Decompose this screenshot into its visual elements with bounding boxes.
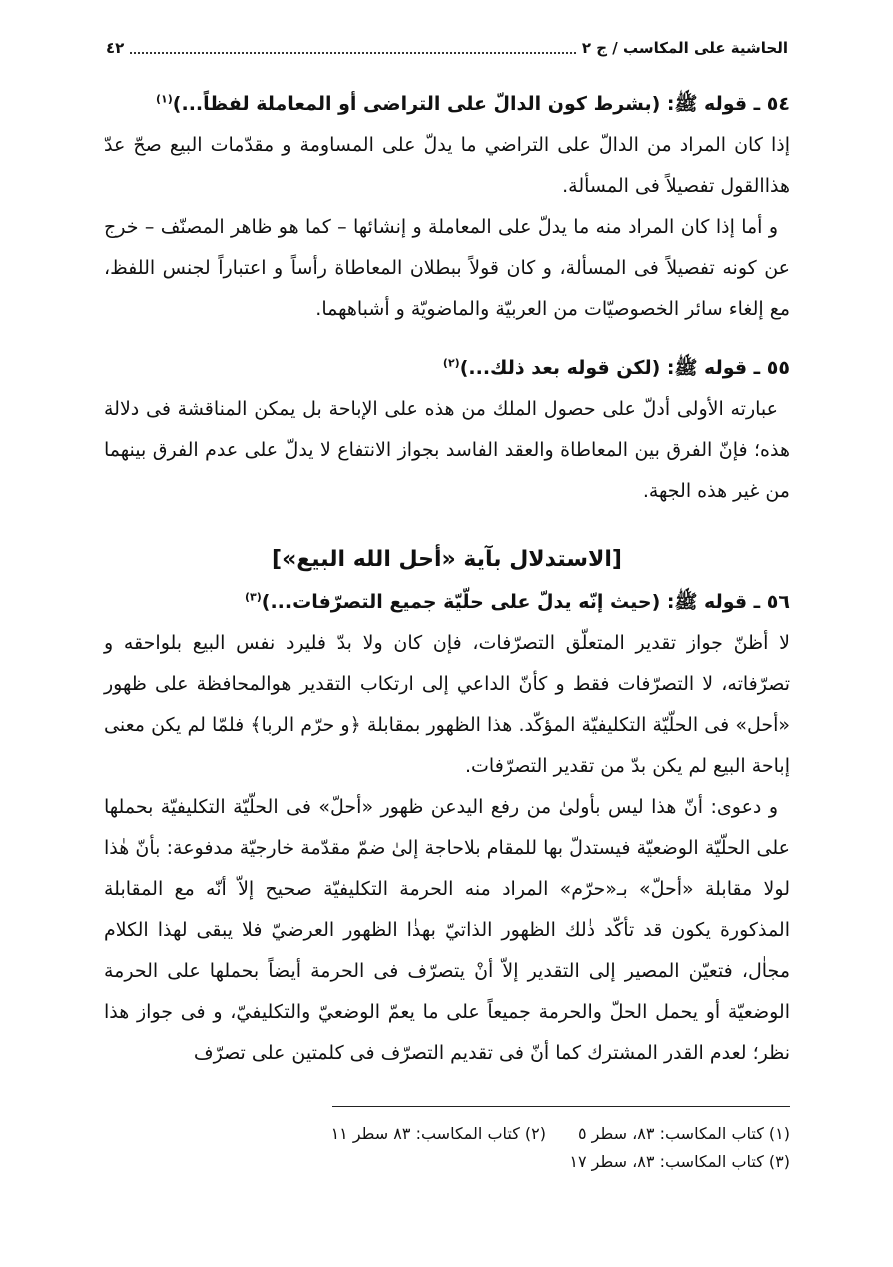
lemma-54 (104, 84, 790, 125)
header-dot-leader (130, 42, 576, 54)
footnote-2: (٢) كتاب المكاسب: ٨٣ سطر ١١ (330, 1124, 546, 1143)
footnote-3: (٣) كتاب المكاسب: ٨٣، سطر ١٧ (569, 1152, 790, 1171)
page-number: ٤٢ (106, 39, 125, 57)
footnote-1: (١) كتاب المكاسب: ٨٣، سطر ٥ (578, 1124, 790, 1143)
paragraph-54-b: و أما إذا كان المراد منه ما يدلّ على المعاملة و إنشائها – كما هو ظاهر المصنّف – خرج عن كونه تفصيلاً فى المسألة، و كان قولاً ببطلان المعاطاة رأساً و اعتباراً لجنس اللفظ، مع إلغاء سائر الخصوصيّات من العربيّة والماضويّة و أشباههما. (104, 216, 790, 320)
paragraph-56-b: و دعوى: أنّ هذا ليس بأولىٰ من رفع اليدعن ظهور «أحلّ» فى الحلّيّة التكليفيّة بحملها على الحلّيّة الوضعيّة فيستدلّ بها للمقام بلاحاجة إلىٰ ضمّ مقدّمة خارجيّة مدفوعة: بأنّ هٰذا لولا مقابلة «أحلّ» بـ«حرّم» المراد منه الحرمة التكليفيّة صحيح إلاّ أنّه مع المقابلة المذكورة يكون قد تأكّد ذٰلك الظهور الذاتيّ بهذٰا الظهور العرضيّ فلا يبقى لهذا الكلام مجاٰل، فتعيّن المصير إلى التقدير إلاّ أنْ يتصرّف فى الحرمة أيضاً بحملها على الحرمة الوضعيّة أو يحمل الحلّ والحرمة جميعاً على ما يعمّ الوضعيّ والتكليفيّ، و فى جواز هذا نظر؛ لعدم القدر المشترك كما أنّ فى تقديم التصرّف فى كلمتين على تصرّف (104, 796, 790, 1064)
footnote-ref-2: (٢) (442, 356, 460, 370)
lemma-56-text: ٥٦ ـ قوله ﷺ: (حيث إنّه يدلّ على حلّيّة جميع التصرّفات...) (261, 591, 790, 613)
running-title: الحاشية على المكاسب / ج ٢ (581, 39, 788, 57)
paragraph-54-a: إذا كان المراد من الدالّ على التراضي ما يدلّ على المساومة و مقدّمات البيع صحّ عدّ هذاالقول تفصيلاً فى المسألة. (104, 134, 790, 197)
paragraph-56-a: لا أظنّ جواز تقدير المتعلّق التصرّفات، فإن كان ولا بدّ فليرد نفس البيع بلواحقه و تصرّفاته، لا التصرّفات فقط و كأنّ الداعي إلى ارتكاب التقدير هوالمحافظة على ظهور «أحل» فى الحلّيّة التكليفيّة المؤكّد. هذا الظهور بمقابلة ﴿و حرّم الربا﴾ فلمّا لم يكن معنى إباحة البيع لم يكن بدّ من تقدير التصرّفات. (104, 632, 790, 777)
footnote-ref-3: (٣) (245, 590, 262, 604)
lemma-55-text: ٥٥ ـ قوله ﷺ: (لكن قوله بعد ذلك...) (459, 357, 790, 379)
running-header (106, 34, 788, 62)
lemma-54-text: ٥٤ ـ قوله ﷺ: (بشرط كون الدالّ على التراضى أو المعاملة لفظاً...) (172, 93, 790, 115)
main-text (104, 84, 790, 1074)
footnote-row (104, 1148, 790, 1176)
section-title: [الاستدلال بآية «أحل الله البيع»] (272, 547, 622, 572)
lemma-55 (104, 348, 790, 389)
footnote-ref-1: (١) (156, 92, 173, 106)
footnotes (104, 1120, 790, 1176)
paragraph-55-a: عبارته الأولى أدلّ على حصول الملك من هذه على الإباحة بل يمكن المناقشة فى دلالة هذه؛ فإنّ الفرق بين المعاطاة والعقد الفاسد بجواز الانتفاع لا يدلّ على عدم الفرق بينهما من غير هذه الجهة. (104, 398, 790, 502)
lemma-56 (104, 582, 790, 623)
footnote-row (104, 1120, 790, 1148)
footnote-divider (332, 1106, 790, 1107)
